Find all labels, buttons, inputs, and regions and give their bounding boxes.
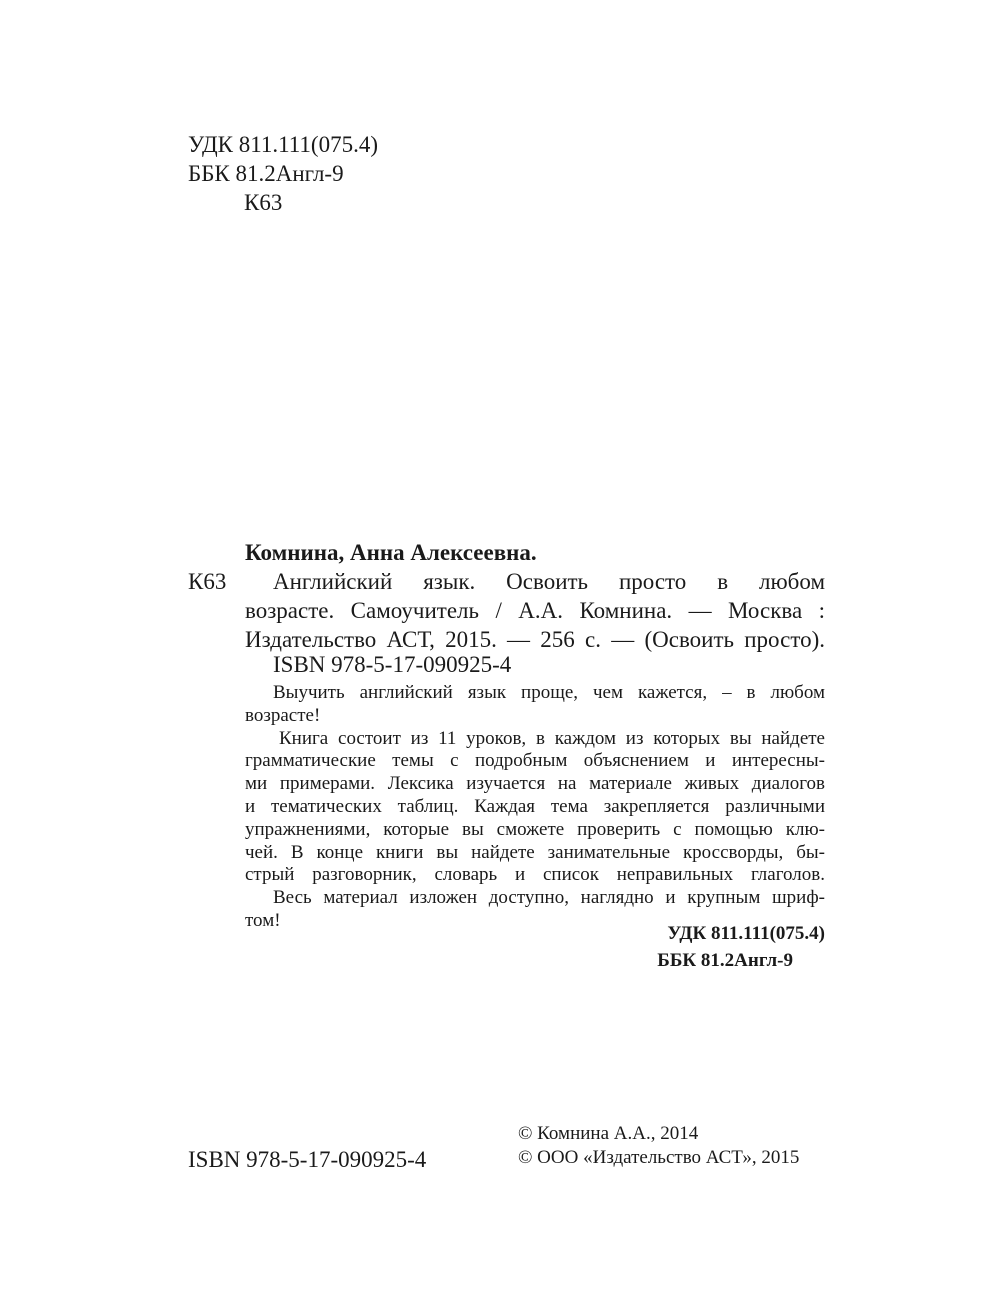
annotation-line: и тематических таблиц. Каждая тема закрепляется различными xyxy=(245,795,825,817)
udk-code-top: УДК 811.111(075.4) xyxy=(188,132,378,157)
annotation-line: возрасте! xyxy=(245,704,321,726)
isbn-footer: ISBN 978-5-17-090925-4 xyxy=(188,1147,427,1172)
author-name: Комнина, Анна Алексеевна. xyxy=(245,540,537,565)
description-line: возрасте. Самоучитель / А.А. Комнина. — Москва : xyxy=(245,598,825,623)
annotation-line: ми примерами. Лексика изучается на материале живых диалогов xyxy=(245,773,825,795)
annotation xyxy=(245,682,825,933)
annotation-line: стрый разговорник, словарь и список неправильных глаголов. xyxy=(245,864,825,886)
annotation-line: том! xyxy=(245,909,281,931)
annotation-line: Книга состоит из 11 уроков, в каждом из которых вы найдете xyxy=(279,727,825,749)
copyright-publisher: © ООО «Издательство АСТ», 2015 xyxy=(518,1147,800,1168)
author-mark-card: К63 xyxy=(188,569,227,594)
copyright-author: © Комнина А.А., 2014 xyxy=(518,1123,699,1144)
annotation-line: чей. В конце книги вы найдете занимательные кроссворды, бы- xyxy=(245,841,825,863)
bbk-code-top: ББК 81.2Англ-9 xyxy=(188,161,344,186)
bbk-code-card: ББК 81.2Англ-9 xyxy=(657,950,793,971)
description-line: Английский язык. Освоить просто в любом xyxy=(273,569,825,594)
annotation-line: грамматические темы с подробным объяснением и интересны- xyxy=(245,750,825,772)
annotation-line: упражнениями, которые вы сможете проверить с помощью клю- xyxy=(245,818,825,840)
isbn-card: ISBN 978-5-17-090925-4 xyxy=(273,652,512,677)
bibliographic-description xyxy=(245,567,825,654)
udk-code-card: УДК 811.111(075.4) xyxy=(667,923,825,944)
description-line: Издательство АСТ, 2015. — 256 с. — (Освоить просто). xyxy=(245,627,825,652)
author-mark-top: К63 xyxy=(244,190,283,215)
annotation-line: Выучить английский язык проще, чем кажется, – в любом xyxy=(273,682,825,703)
annotation-line: Весь материал изложен доступно, наглядно и крупным шриф- xyxy=(273,887,825,909)
